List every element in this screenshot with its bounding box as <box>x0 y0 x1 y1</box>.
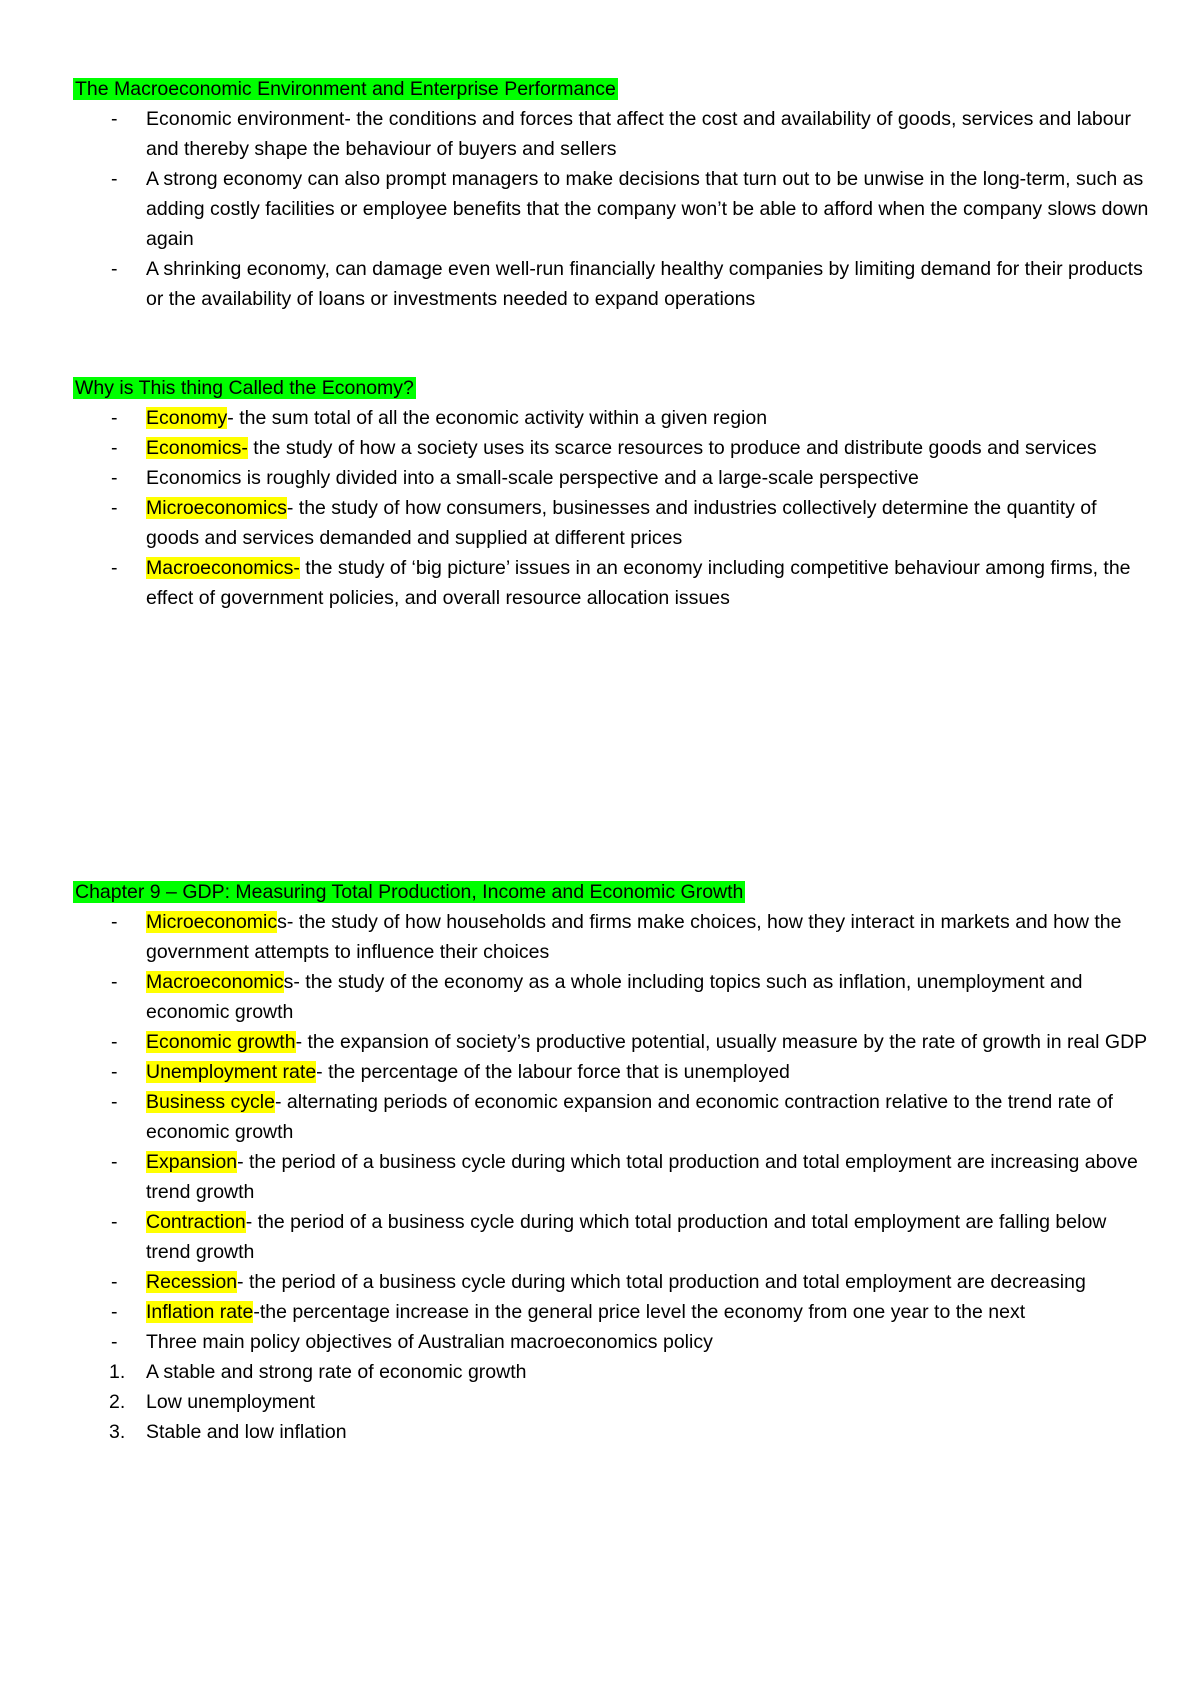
item-number: 3. <box>109 1421 126 1443</box>
term-highlight: Economics- <box>146 437 248 459</box>
term-highlight: Macroeconomic <box>146 971 284 993</box>
bullet-dash: - <box>111 258 118 280</box>
list-item <box>73 907 1153 967</box>
section-economy <box>73 373 1153 613</box>
heading-highlight: The Macroeconomic Environment and Enterprise Performance <box>75 78 616 100</box>
term-highlight: Expansion <box>146 1151 238 1173</box>
list-item <box>73 1147 1153 1207</box>
list-item <box>73 463 1153 493</box>
term-highlight: Unemployment rate <box>146 1061 317 1083</box>
bullet-dash: - <box>111 1331 118 1353</box>
bullet-dash: - <box>111 1301 118 1323</box>
list-item <box>73 433 1153 463</box>
term-highlight: Economic growth <box>146 1031 296 1053</box>
section-heading <box>73 877 1153 907</box>
term-highlight: Macroeconomics- <box>146 557 300 579</box>
bullet-list <box>73 907 1153 1357</box>
bullet-list <box>73 104 1153 314</box>
list-item <box>73 1267 1153 1297</box>
section-heading <box>73 373 1153 403</box>
list-item-text: A strong economy can also prompt managers to make decisions that turn out to be unwise in the long-term, such as adding costly facilities or employee benefits that the company won’t be able to afford when the company slows down again <box>146 168 1149 250</box>
numbered-item <box>73 1357 1153 1387</box>
term-highlight: Business cycle <box>146 1091 275 1113</box>
numbered-item-text: Stable and low inflation <box>146 1421 347 1443</box>
section-heading <box>73 74 1153 104</box>
bullet-dash: - <box>111 407 118 429</box>
list-item-text: - the period of a business cycle during which total production and total employment are increasing above trend growth <box>146 1151 1138 1203</box>
bullet-dash: - <box>111 1031 118 1053</box>
list-item-text: - alternating periods of economic expansion and economic contraction relative to the trend rate of economic growth <box>146 1091 1113 1143</box>
bullet-dash: - <box>111 911 118 933</box>
list-item <box>73 403 1153 433</box>
list-item-text: s- the study of the economy as a whole including topics such as inflation, unemployment and economic growth <box>146 971 1083 1023</box>
bullet-list <box>73 403 1153 613</box>
list-item-text: A shrinking economy, can damage even well-run financially healthy companies by limiting demand for their products or the availability of loans or investments needed to expand operations <box>146 258 1143 310</box>
bullet-dash: - <box>111 168 118 190</box>
term-highlight: Contraction <box>146 1211 246 1233</box>
bullet-dash: - <box>111 557 118 579</box>
bullet-dash: - <box>111 1151 118 1173</box>
list-item-text: the study of how a society uses its scarce resources to produce and distribute goods and services <box>247 437 1097 459</box>
list-item-text: s- the study of how households and firms make choices, how they interact in markets and how the government attempts to influence their choices <box>146 911 1122 963</box>
list-item-text: Three main policy objectives of Australian macroeconomics policy <box>146 1331 713 1353</box>
bullet-dash: - <box>111 1091 118 1113</box>
list-item <box>73 1027 1153 1057</box>
heading-highlight: Chapter 9 – GDP: Measuring Total Production, Income and Economic Growth <box>75 881 744 903</box>
list-item <box>73 1207 1153 1267</box>
list-item <box>73 104 1153 164</box>
bullet-dash: - <box>111 108 118 130</box>
list-item <box>73 1327 1153 1357</box>
heading-highlight: Why is This thing Called the Economy? <box>75 377 414 399</box>
term-highlight: Microeconomics <box>146 497 287 519</box>
list-item-text: - the study of how consumers, businesses and industries collectively determine the quantity of goods and services demanded and supplied at different prices <box>146 497 1097 549</box>
numbered-item <box>73 1417 1153 1447</box>
bullet-dash: - <box>111 1061 118 1083</box>
section-chapter-9 <box>73 877 1153 1447</box>
list-item-text: - the period of a business cycle during which total production and total employment are falling below trend growth <box>146 1211 1107 1263</box>
item-number: 2. <box>109 1391 126 1413</box>
numbered-list <box>73 1357 1153 1447</box>
list-item-text: -the percentage increase in the general price level the economy from one year to the next <box>253 1301 1026 1323</box>
list-item-text: - the expansion of society’s productive potential, usually measure by the rate of growth in real GDP <box>295 1031 1148 1053</box>
list-item-text: - the percentage of the labour force that is unemployed <box>316 1061 790 1083</box>
list-item-text: - the sum total of all the economic activity within a given region <box>227 407 768 429</box>
bullet-dash: - <box>111 467 118 489</box>
term-highlight: Inflation rate <box>146 1301 254 1323</box>
list-item-text: - the period of a business cycle during which total production and total employment are decreasing <box>237 1271 1086 1293</box>
list-item-text: Economic environment- the conditions and forces that affect the cost and availability of goods, services and labour and thereby shape the behaviour of buyers and sellers <box>146 108 1131 160</box>
list-item <box>73 493 1153 553</box>
list-item <box>73 1057 1153 1087</box>
list-item <box>73 164 1153 254</box>
bullet-dash: - <box>111 497 118 519</box>
item-number: 1. <box>109 1361 126 1383</box>
bullet-dash: - <box>111 1271 118 1293</box>
list-item <box>73 967 1153 1027</box>
list-item <box>73 1087 1153 1147</box>
term-highlight: Microeconomic <box>146 911 278 933</box>
section-macro-environment <box>73 74 1153 314</box>
bullet-dash: - <box>111 437 118 459</box>
bullet-dash: - <box>111 971 118 993</box>
list-item <box>73 1297 1153 1327</box>
list-item <box>73 254 1153 314</box>
list-item-text: Economics is roughly divided into a small-scale perspective and a large-scale perspective <box>146 467 919 489</box>
numbered-item <box>73 1387 1153 1417</box>
list-item <box>73 553 1153 613</box>
numbered-item-text: Low unemployment <box>146 1391 316 1413</box>
bullet-dash: - <box>111 1211 118 1233</box>
term-highlight: Recession <box>146 1271 238 1293</box>
list-item-text: the study of ‘big picture’ issues in an economy including competitive behaviour among firms, the effect of government policies, and overall resource allocation issues <box>146 557 1131 609</box>
numbered-item-text: A stable and strong rate of economic growth <box>146 1361 527 1383</box>
term-highlight: Economy <box>146 407 228 429</box>
